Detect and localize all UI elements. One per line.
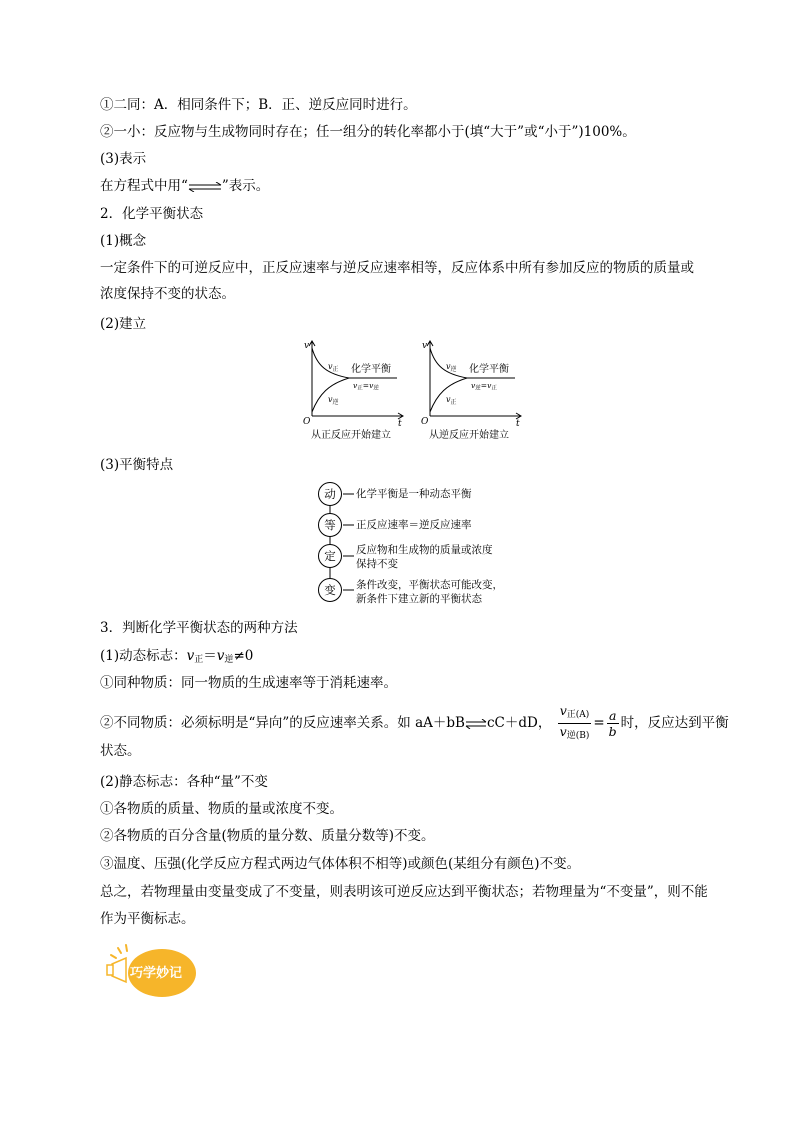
section-title: 2．化学平衡状态 xyxy=(100,206,204,222)
tip-badge xyxy=(104,942,200,1002)
curve-label-upper: $v_逆$ xyxy=(446,362,457,373)
feature-fixed-circle: 定 xyxy=(318,544,342,568)
feature-change-text: 条件改变，平衡状态可能改变， xyxy=(356,579,503,591)
paragraph-line: 作为平衡标志。 xyxy=(100,911,195,927)
feature-equal-circle: 等 xyxy=(318,513,342,537)
curve-label-lower: $v_逆$ xyxy=(328,395,339,406)
balance-label: 化学平衡 xyxy=(469,364,509,375)
paragraph-line: 浓度保持不变的状态。 xyxy=(100,286,235,302)
equality-label: $v_逆=v_正$ xyxy=(471,381,497,392)
paragraph-line: 一定条件下的可逆反应中，正反应速率与逆反应速率相等，反应体系中所有参加反应的物质的质量或 xyxy=(100,260,694,276)
feature-change-circle: 变 xyxy=(318,578,342,602)
subheading: (2)建立 xyxy=(100,316,147,332)
reversible-arrow-icon xyxy=(188,182,222,192)
origin-label: O xyxy=(421,417,429,427)
coefficient-fraction: $\frac{a}{b}$ xyxy=(608,708,617,739)
equilibrium-features-diagram xyxy=(318,482,518,610)
feature-dynamic-circle: 动 xyxy=(318,482,342,506)
equilibrium-graph-forward xyxy=(297,336,409,444)
graph-caption: 从逆反应开始建立 xyxy=(429,430,509,441)
text-line: ②一小：反应物与生成物同时存在；任一组分的转化率都小于(填“大于”或“小于”)100%。 xyxy=(100,124,636,140)
t-axis-label: t xyxy=(516,419,520,429)
v-axis-label: v xyxy=(304,341,310,351)
feature-dynamic-text: 化学平衡是一种动态平衡 xyxy=(356,488,472,500)
text-line: 在方程式中用“ ”表示。 xyxy=(100,178,270,194)
subheading: (1)概念 xyxy=(100,233,147,249)
feature-equal-text: 正反应速率＝逆反应速率 xyxy=(356,519,472,531)
text-line: (1)动态标志：$v_正=v_逆\ne 0$ xyxy=(100,648,254,665)
feature-fixed-text: 反应物和生成物的质量或浓度 xyxy=(356,544,493,556)
graph-caption: 从正反应开始建立 xyxy=(311,430,391,441)
curve-label-upper: $v_正$ xyxy=(328,362,339,373)
text-line: ②不同物质：必须标明是“异向”的反应速率关系。如 aA＋bB cC＋dD， $\frac{v_{正(A)}}{v_{逆(B)}}$ = $\frac{a}{b}$ 时，反应达到平衡 xyxy=(100,703,729,744)
feature-fixed-text-2: 保持不变 xyxy=(356,558,398,570)
origin-label: O xyxy=(303,417,311,427)
equality-label: $v_正=v_逆$ xyxy=(353,381,379,392)
megaphone-icon xyxy=(104,942,200,1002)
rate-fraction: $\frac{v_{正(A)}}{v_{逆(B)}}$ xyxy=(559,703,590,741)
subheading: (3)平衡特点 xyxy=(100,457,174,473)
section-title: 3．判断化学平衡状态的两种方法 xyxy=(100,620,298,636)
equilibrium-graph-reverse xyxy=(415,336,527,444)
curve-label-lower: $v_正$ xyxy=(446,395,457,406)
subheading: (3)表示 xyxy=(100,151,147,167)
text-line: ②各物质的百分含量(物质的量分数、质量分数等)不变。 xyxy=(100,828,435,844)
text-line: ①二同：A．相同条件下；B．正、逆反应同时进行。 xyxy=(100,97,417,113)
v-axis-label: v xyxy=(422,341,428,351)
text-line: ①同种物质：同一物质的生成速率等于消耗速率。 xyxy=(100,675,397,691)
tip-badge-label: 巧学妙记 xyxy=(130,966,183,981)
text-line: ③温度、压强(化学反应方程式两边气体体积不相等)或颜色(某组分有颜色)不变。 xyxy=(100,856,581,872)
reversible-arrow-icon xyxy=(465,719,487,729)
t-axis-label: t xyxy=(398,419,402,429)
balance-label: 化学平衡 xyxy=(351,364,391,375)
feature-change-text-2: 新条件下建立新的平衡状态 xyxy=(356,593,482,605)
text-line: 状态。 xyxy=(100,743,141,759)
text-line: ①各物质的质量、物质的量或浓度不变。 xyxy=(100,801,343,817)
paragraph-line: 总之，若物理量由变量变成了不变量，则表明该可逆反应达到平衡状态；若物理量为“不变量”，则不能 xyxy=(100,884,708,900)
subheading: (2)静态标志：各种“量”不变 xyxy=(100,774,268,790)
